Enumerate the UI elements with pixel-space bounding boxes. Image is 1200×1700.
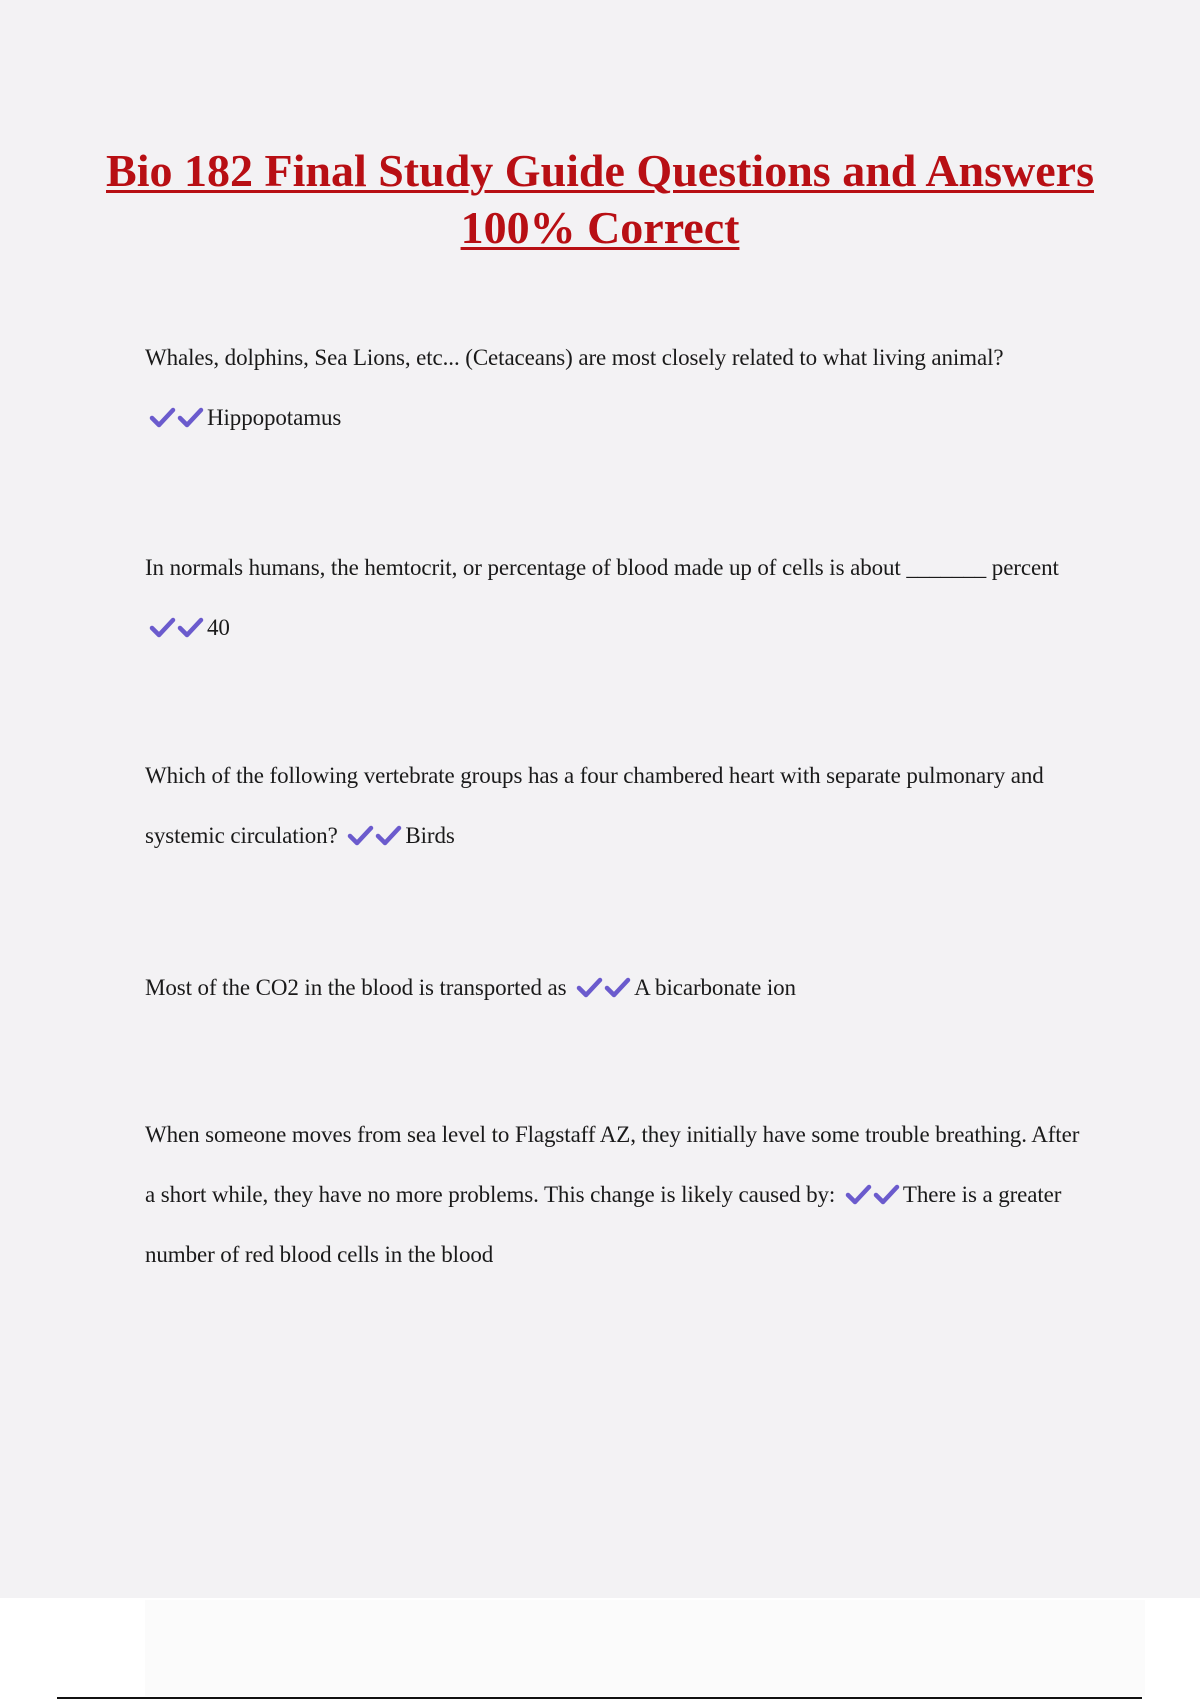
page-footer-area [145, 1600, 1145, 1696]
double-check-icon [845, 1182, 901, 1206]
double-check-icon [149, 405, 205, 429]
double-check-icon [347, 823, 403, 847]
double-check-icon [576, 975, 632, 999]
question-text: Whales, dolphins, Sea Lions, etc... (Cetaceans) are most closely related to what living animal? [145, 345, 1004, 370]
qa-item [145, 328, 1090, 448]
footer-divider [57, 1697, 1142, 1699]
answer-text: A bicarbonate ion [634, 975, 796, 1000]
double-check-icon [149, 615, 205, 639]
answer-line [145, 388, 1090, 448]
answer-text: Hippopotamus [207, 405, 342, 430]
question-text: Which of the following vertebrate groups has a four chambered heart with separate pulmonary and systemic circulation? [145, 763, 1044, 848]
question-text: Most of the CO2 in the blood is transported as [145, 975, 567, 1000]
document-title: Bio 182 Final Study Guide Questions and Answers 100% Correct [106, 145, 1094, 253]
question-text: In normals humans, the hemtocrit, or percentage of blood made up of cells is about _______ percent [145, 555, 1059, 580]
qa-item [145, 958, 1090, 1018]
question-text: When someone moves from sea level to Flagstaff AZ, they initially have some trouble breathing. After a short while, they have no more problems. This change is likely caused by: [145, 1122, 1080, 1207]
qa-item [145, 538, 1090, 658]
qa-item [145, 746, 1090, 866]
answer-text: There is a greater number of red blood cells in the blood [145, 1182, 1062, 1267]
answer-text: Birds [405, 823, 455, 848]
qa-item [145, 1105, 1090, 1285]
answer-text: 40 [207, 615, 230, 640]
